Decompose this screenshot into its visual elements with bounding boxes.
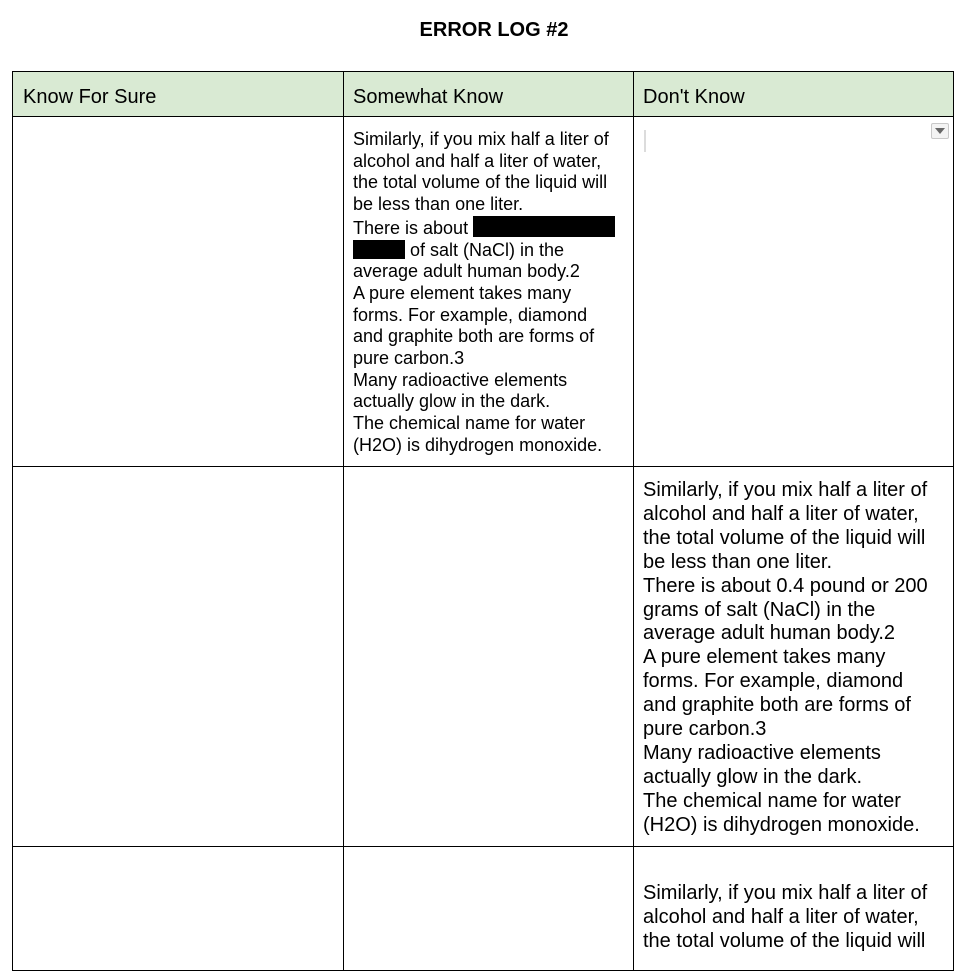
header-dont-know: Don't Know xyxy=(643,86,745,108)
cell-text-line: Similarly, if you mix half a liter of xyxy=(643,882,928,904)
cell-text-line: alcohol and half a liter of water, xyxy=(643,502,919,525)
cell-text-line: and graphite both are forms of xyxy=(643,694,911,717)
cell-text-line-with-redaction xyxy=(353,240,625,262)
cell-text-line: the total volume of the liquid will xyxy=(643,526,926,549)
row-divider xyxy=(13,116,953,117)
cell-text-line: the total volume of the liquid will xyxy=(643,929,926,952)
cell-text-line-with-redaction xyxy=(353,216,625,240)
cell-dropdown-button[interactable] xyxy=(931,123,949,139)
page-title: ERROR LOG #2 xyxy=(419,19,569,41)
cell-text-line: pure carbon.3 xyxy=(353,348,465,369)
cell-text-line: average adult human body.2 xyxy=(643,622,896,645)
cell-text-line: be less than one liter. xyxy=(643,550,833,573)
cell-text-line: The chemical name for water xyxy=(643,789,901,812)
cell-text-line: actually glow in the dark. xyxy=(643,765,863,788)
cell-text-line: and graphite both are forms of xyxy=(353,326,595,347)
cell-text-line: grams of salt (NaCl) in the xyxy=(643,598,876,621)
cell-row1-somewhat-know[interactable] xyxy=(353,129,625,457)
cell-text-line: Similarly, if you mix half a liter of xyxy=(353,129,609,149)
text-cursor xyxy=(644,130,646,152)
cell-text-line: average adult human body.2 xyxy=(353,261,580,282)
column-divider xyxy=(343,72,344,970)
redaction-bar xyxy=(353,240,405,259)
cell-row3-dont-know[interactable] xyxy=(643,882,943,954)
cell-text-line: alcohol and half a liter of water, xyxy=(353,150,602,171)
column-divider xyxy=(633,72,634,970)
cell-text-line: pure carbon.3 xyxy=(643,718,767,741)
cell-text-line: A pure element takes many xyxy=(353,282,572,303)
cell-text-line: Many radioactive elements xyxy=(643,741,881,764)
cell-text-line: be less than one liter. xyxy=(353,194,524,215)
chevron-down-icon xyxy=(935,128,945,134)
cell-text-line: (H2O) is dihydrogen monoxide. xyxy=(643,813,920,836)
row-divider xyxy=(13,846,953,847)
cell-text-fragment: There is about xyxy=(353,217,469,238)
cell-text-line: Many radioactive elements xyxy=(353,369,568,390)
header-somewhat-know: Somewhat Know xyxy=(353,86,504,108)
cell-text-line: alcohol and half a liter of water, xyxy=(643,905,919,928)
row-divider xyxy=(13,466,953,467)
cell-text-line: forms. For example, diamond xyxy=(643,670,904,693)
header-know-for-sure: Know For Sure xyxy=(23,86,157,108)
cell-text-fragment: of salt (NaCl) in the xyxy=(405,239,565,260)
cell-text-line: the total volume of the liquid will xyxy=(353,172,608,193)
redaction-bar xyxy=(473,216,615,237)
cell-text-line: The chemical name for water xyxy=(353,413,586,434)
cell-text-line: actually glow in the dark. xyxy=(353,391,551,412)
cell-text-line: (H2O) is dihydrogen monoxide. xyxy=(353,434,603,455)
cell-text-line: Similarly, if you mix half a liter of xyxy=(643,479,928,501)
cell-text-line: There is about 0.4 pound or 200 xyxy=(643,574,928,597)
cell-text-line: A pure element takes many xyxy=(643,646,886,669)
cell-text-line: forms. For example, diamond xyxy=(353,304,588,325)
cell-row2-dont-know[interactable] xyxy=(643,479,943,838)
